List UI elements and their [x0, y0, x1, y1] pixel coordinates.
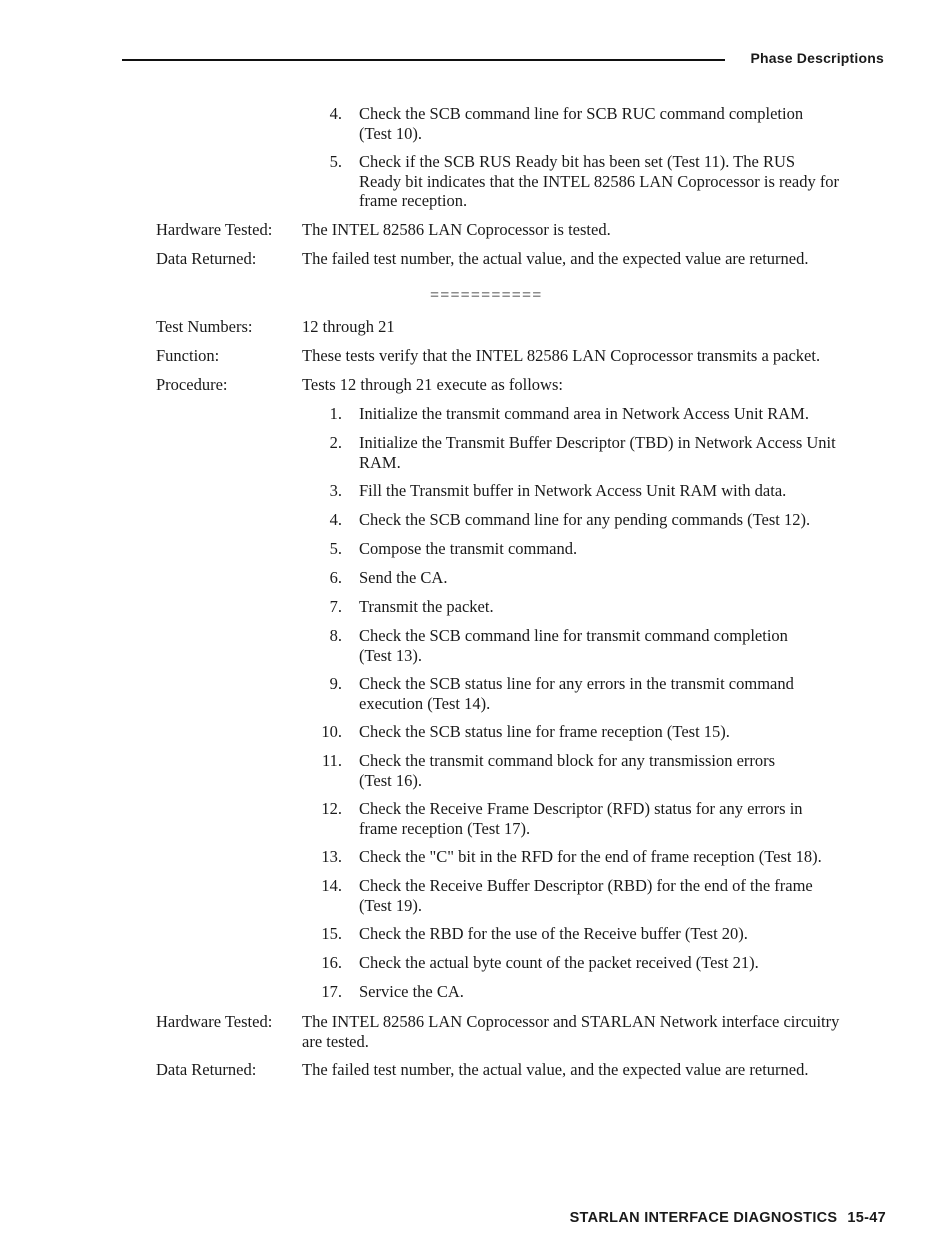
list-item-line: RAM. [359, 452, 401, 472]
hardware-tested-value [302, 1012, 892, 1051]
procedure-label: Procedure: [156, 375, 228, 394]
list-item-line: frame reception. [359, 191, 468, 210]
data-returned-label: Data Returned: [156, 249, 257, 268]
list-item-line: Check the transmit command block for any transmission errors [359, 751, 776, 770]
list-item: Transmit the packet. [359, 597, 494, 616]
list-item: Fill the Transmit buffer in Network Access Unit RAM with data. [359, 481, 787, 500]
list-item [359, 626, 889, 665]
hardware-tested-value: The INTEL 82586 LAN Coprocessor is tested. [302, 220, 611, 239]
list-number: 11. [321, 751, 342, 770]
list-item: Check the actual byte count of the packet received (Test 21). [359, 953, 759, 972]
hardware-tested-label: Hardware Tested: [156, 1012, 273, 1031]
list-number: 8. [329, 626, 342, 645]
list-number: 14. [321, 876, 342, 895]
list-number: 12. [321, 799, 342, 818]
hardware-tested-label: Hardware Tested: [156, 220, 273, 239]
page-number: 15-47 [847, 1210, 886, 1226]
function-label: Function: [156, 346, 220, 365]
header-rule [122, 59, 725, 61]
list-number: 17. [321, 982, 342, 1001]
list-number: 16. [321, 953, 342, 972]
data-returned-label: Data Returned: [156, 1060, 257, 1079]
list-number: 5. [329, 152, 342, 171]
test-numbers-label: Test Numbers: [156, 317, 253, 336]
list-number: 7. [329, 597, 342, 616]
list-item: Send the CA. [359, 568, 448, 587]
list-item-line: Check the SCB command line for SCB RUC command completion [359, 104, 804, 123]
hardware-tested-line: The INTEL 82586 LAN Coprocessor and STARLAN Network interface circuitry [302, 1012, 840, 1031]
list-item [359, 104, 889, 143]
list-item [359, 751, 889, 790]
list-item-line: Ready bit indicates that the INTEL 82586 LAN Coprocessor is ready for [359, 171, 840, 191]
list-item-line: Initialize the Transmit Buffer Descriptor (TBD) in Network Access Unit [359, 433, 836, 452]
list-number: 15. [321, 924, 342, 943]
list-item: Service the CA. [359, 982, 464, 1001]
list-item-line: frame reception (Test 17). [359, 818, 531, 838]
list-item [359, 799, 889, 838]
procedure-value: Tests 12 through 21 execute as follows: [302, 375, 563, 394]
page-footer [570, 1210, 886, 1226]
footer-title: STARLAN INTERFACE DIAGNOSTICS [569, 1210, 838, 1226]
list-item [359, 433, 889, 472]
function-value: These tests verify that the INTEL 82586 LAN Coprocessor transmits a packet. [302, 346, 821, 365]
section-header: Phase Descriptions [750, 50, 884, 66]
data-returned-value: The failed test number, the actual value, and the expected value are returned. [302, 1060, 809, 1079]
list-item-line: (Test 13). [359, 645, 422, 665]
list-number: 13. [321, 847, 342, 866]
list-item: Check the RBD for the use of the Receive buffer (Test 20). [359, 924, 748, 943]
list-item: Check the "C" bit in the RFD for the end of frame reception (Test 18). [359, 847, 822, 866]
list-item-line: (Test 10). [359, 123, 422, 143]
list-number: 4. [329, 510, 342, 529]
list-item-line: (Test 19). [359, 895, 422, 915]
list-item-line: Check the Receive Buffer Descriptor (RBD) for the end of the frame [359, 876, 813, 895]
section-separator: =========== [430, 287, 543, 304]
list-item-line: Check the Receive Frame Descriptor (RFD) status for any errors in [359, 799, 803, 818]
list-number: 9. [329, 674, 342, 693]
list-item: Compose the transmit command. [359, 539, 578, 558]
list-item-line: Check the SCB status line for any errors in the transmit command [359, 674, 794, 693]
list-item: Check the SCB status line for frame reception (Test 15). [359, 722, 730, 741]
data-returned-value: The failed test number, the actual value, and the expected value are returned. [302, 249, 809, 268]
list-item-line: execution (Test 14). [359, 693, 491, 713]
list-item: Initialize the transmit command area in Network Access Unit RAM. [359, 404, 809, 423]
list-number: 5. [329, 539, 342, 558]
list-item [359, 674, 889, 713]
list-item-line: Check if the SCB RUS Ready bit has been set (Test 11). The RUS [359, 152, 796, 171]
list-number: 6. [329, 568, 342, 587]
list-item-line: (Test 16). [359, 770, 422, 790]
list-number: 3. [329, 481, 342, 500]
list-number: 2. [329, 433, 342, 452]
list-number: 4. [329, 104, 342, 123]
list-item: Check the SCB command line for any pending commands (Test 12). [359, 510, 811, 529]
list-item-line: Check the SCB command line for transmit command completion [359, 626, 788, 645]
list-number: 1. [329, 404, 342, 423]
list-item [359, 152, 889, 211]
test-numbers-value: 12 through 21 [302, 317, 395, 336]
list-number: 10. [321, 722, 342, 741]
list-item [359, 876, 889, 915]
hardware-tested-line: are tested. [302, 1031, 369, 1051]
